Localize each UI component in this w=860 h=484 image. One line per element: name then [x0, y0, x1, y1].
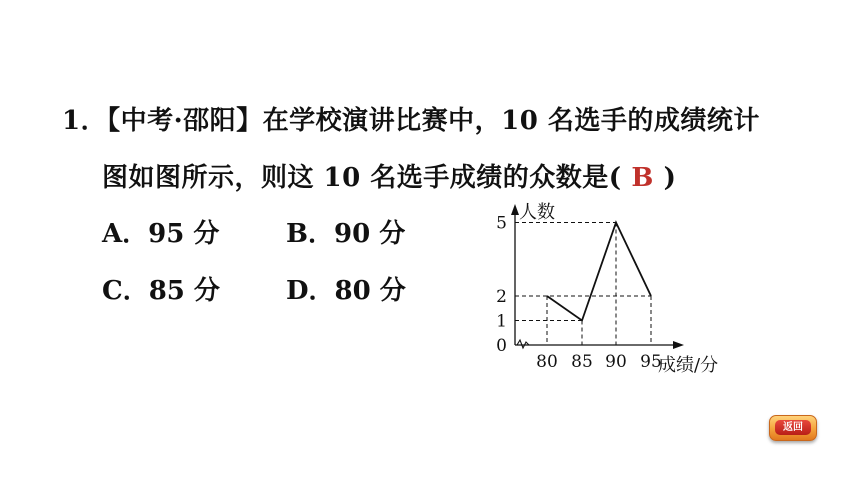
question-line-1: 1．【中考·邵阳】在学校演讲比赛中，10 名选手的成绩统计 [62, 106, 760, 136]
answer-choice: B [631, 163, 654, 193]
x-tick-label: 80 [536, 352, 558, 372]
option-c: C．85 分 [102, 276, 220, 306]
chart-guides [515, 223, 651, 346]
x-tick-label: 95 [640, 352, 662, 372]
y-axis-label: 人数 [519, 202, 555, 223]
option-d: D．80 分 [286, 276, 406, 306]
x-tick-label: 85 [571, 352, 593, 372]
x-axis-label: 成绩/分 [658, 355, 719, 376]
return-button[interactable] [769, 415, 817, 441]
question-line-2 [102, 157, 676, 194]
axis-break-mark [517, 340, 529, 348]
return-button-label: 返回 [775, 420, 811, 435]
x-tick-labels [536, 352, 662, 372]
option-a: A．95 分 [102, 219, 220, 249]
question-close-paren: ) [663, 163, 677, 193]
question-text: 图如图所示，则这 10 名选手成绩的众数是( [102, 163, 622, 193]
option-b: B．90 分 [286, 219, 406, 249]
y-tick-label: 2 [496, 287, 507, 307]
y-tick-label: 0 [496, 336, 507, 356]
score-line-chart [488, 195, 748, 385]
y-axis-arrow [511, 204, 519, 215]
series-line [547, 223, 651, 321]
chart-series [547, 223, 651, 321]
x-axis-arrow [673, 341, 684, 349]
y-tick-label: 1 [496, 311, 507, 332]
y-tick-label: 5 [496, 213, 507, 234]
x-tick-label: 90 [605, 352, 627, 372]
y-tick-labels [496, 214, 507, 357]
